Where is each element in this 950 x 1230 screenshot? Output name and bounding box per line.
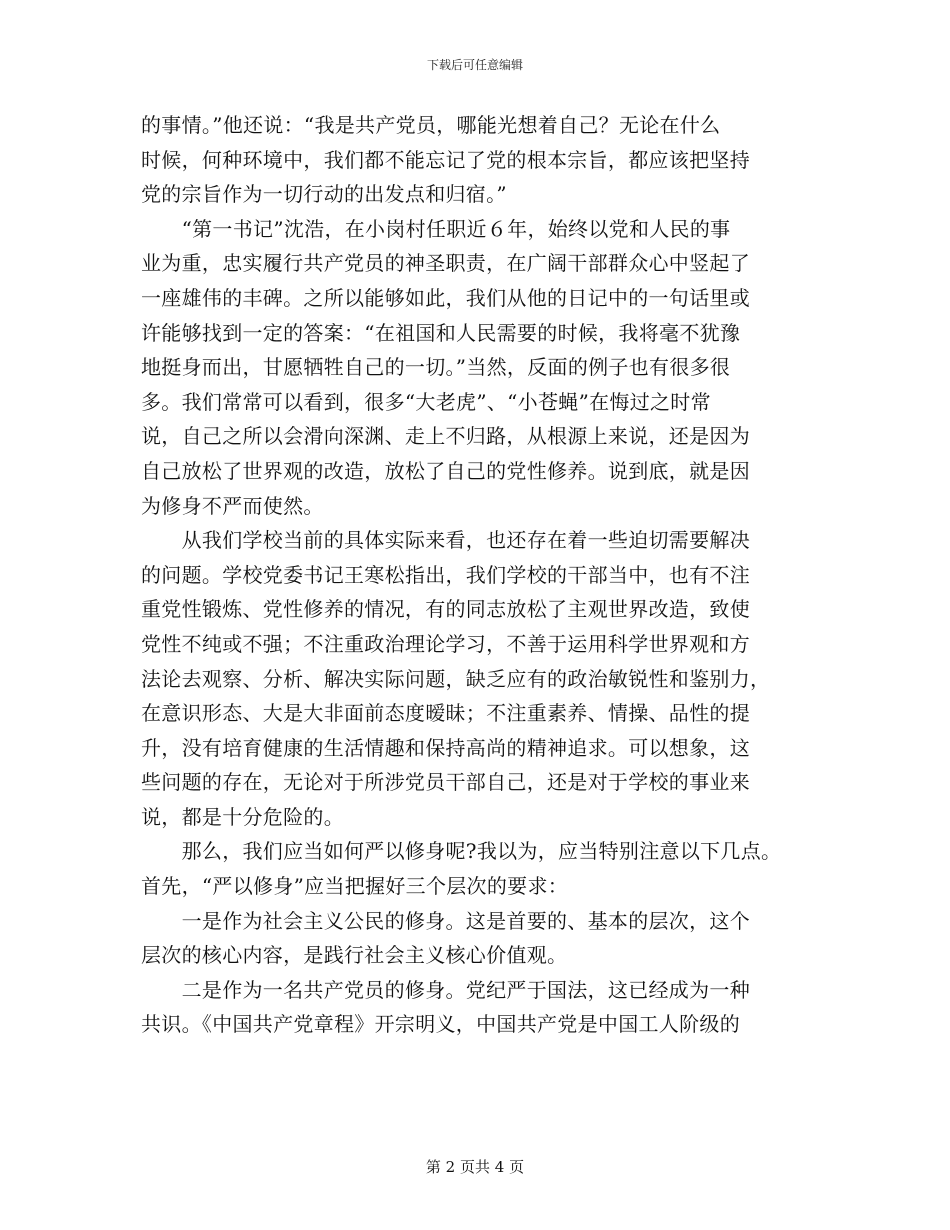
text-line: 层次的核心内容，是践行社会主义核心价值观。 <box>141 943 568 968</box>
text-line: 共识。《中国共产党章程》开宗明义，中国共产党是中国工人阶级的 <box>141 1012 740 1037</box>
text-line: 党的宗旨作为一切行动的出发点和归宿。” <box>141 182 507 207</box>
text-line: 一是作为社会主义公民的修身。这是首要的、基本的层次，这个 <box>141 908 750 933</box>
text-line: 那么，我们应当如何严以修身呢?我以为，应当特别注意以下几点。 <box>141 839 782 864</box>
text-line: 一座雄伟的丰碑。之所以能够如此，我们从他的日记中的一句话里或 <box>141 285 750 310</box>
text-line: 的问题。学校党委书记王寒松指出，我们学校的干部当中，也有不注 <box>141 562 750 587</box>
text-line: 党性不纯或不强；不注重政治理论学习，不善于运用科学世界观和方 <box>141 631 750 656</box>
text-line: 在意识形态、大是大非面前态度暧昧；不注重素养、情操、品性的提 <box>141 701 750 726</box>
text-line: 些问题的存在，无论对于所涉党员干部自己，还是对于学校的事业来 <box>141 770 750 795</box>
text-line: 的事情。”他还说：“我是共产党员，哪能光想着自己？无论在什么 <box>141 113 721 137</box>
text-line: 说，自己之所以会滑向深渊、走上不归路，从根源上来说，还是因为 <box>141 424 750 449</box>
text-line: 自己放松了世界观的改造，放松了自己的党性修养。说到底，就是因 <box>141 458 750 483</box>
text-line: 为修身不严而使然。 <box>141 493 324 518</box>
text-line: 多。我们常常可以看到，很多“大老虎”、“小苍蝇”在悔过之时常 <box>141 389 711 414</box>
page-footer: 第 2 页共 4 页 <box>425 1158 525 1176</box>
text-line: 业为重，忠实履行共产党员的神圣职责，在广阔干部群众心中竖起了 <box>141 251 750 276</box>
text-line: 首先，“严以修身”应当把握好三个层次的要求： <box>141 874 569 899</box>
text-line: 从我们学校当前的具体实际来看，也还存在着一些迫切需要解决 <box>141 528 750 553</box>
page-header: 下载后可任意编辑 <box>426 58 523 72</box>
text-line: “第一书记”沈浩，在小岗村任职近６年，始终以党和人民的事 <box>141 216 731 241</box>
text-line: 法论去观察、分析、解决实际问题，缺乏应有的政治敏锐性和鉴别力， <box>141 666 771 691</box>
text-line: 重党性锻炼、党性修养的情况，有的同志放松了主观世界改造，致使 <box>141 597 750 622</box>
text-line: 时候，何种环境中，我们都不能忘记了党的根本宗旨，都应该把坚持 <box>141 147 750 172</box>
text-line: 许能够找到一定的答案：“在祖国和人民需要的时候，我将毫不犹豫 <box>141 320 741 345</box>
text-line: 说，都是十分危险的。 <box>141 804 344 829</box>
text-line: 升，没有培育健康的生活情趣和保持高尚的精神追求。可以想象，这 <box>141 735 750 760</box>
text-line: 二是作为一名共产党员的修身。党纪严于国法，这已经成为一种 <box>141 977 750 1002</box>
text-line: 地挺身而出，甘愿牺牲自己的一切。”当然，反面的例子也有很多很 <box>141 355 731 380</box>
document-body <box>141 108 831 1042</box>
